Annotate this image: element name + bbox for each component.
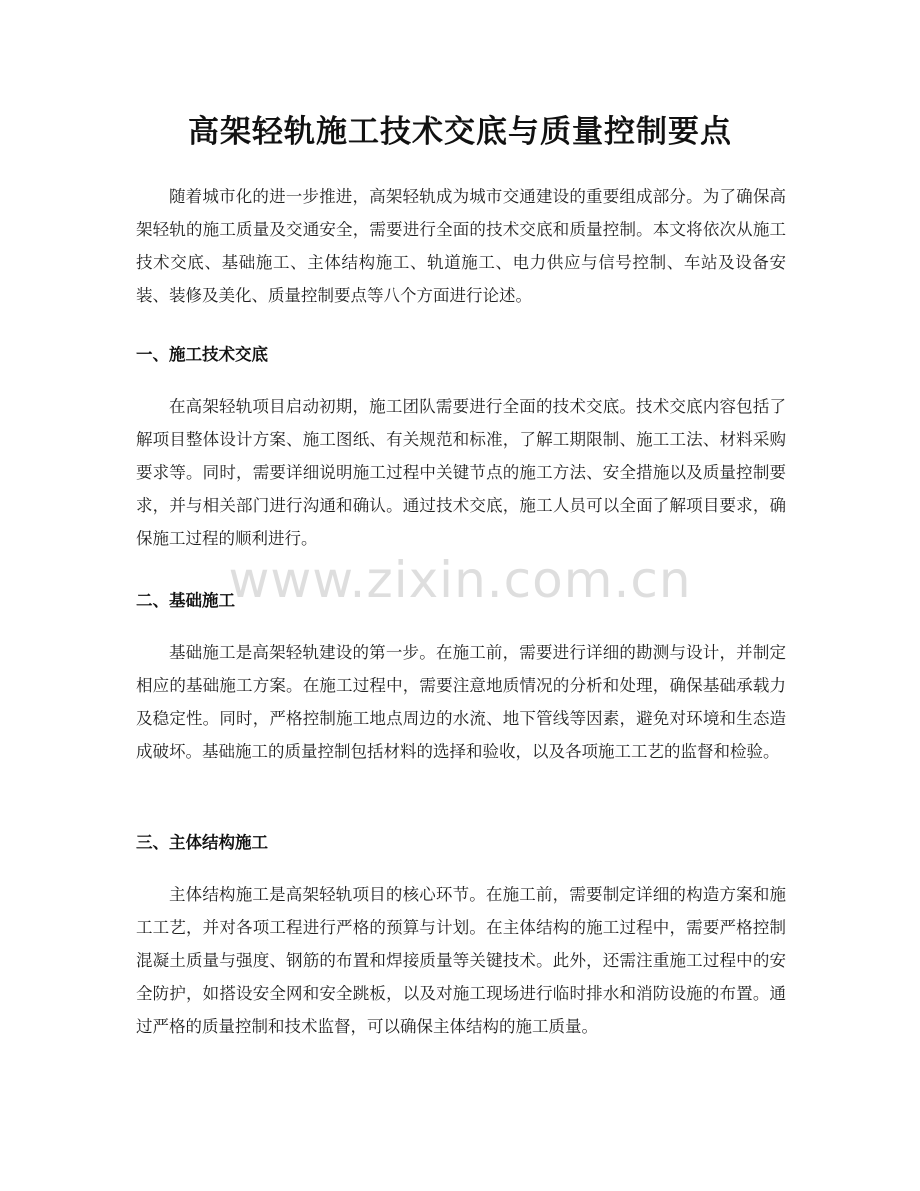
section-body-1: 在高架轻轨项目启动初期，施工团队需要进行全面的技术交底。技术交底内容包括了解项目整体设计方案、施工图纸、有关规范和标准，了解工期限制、施工工法、材料采购要求等。同时，需要详细说明施工过程中关键节点的施工方法、安全措施以及质量控制要求，并与相关部门进行沟通和确认。通过技术交底，施工人员可以全面了解项目要求，确保施工过程的顺利进行。 [136, 397, 786, 548]
section-heading-3: 三、主体结构施工 [136, 833, 268, 852]
section-heading-1: 一、施工技术交底 [136, 345, 268, 364]
section-body-3: 主体结构施工是高架轻轨项目的核心环节。在施工前，需要制定详细的构造方案和施工工艺，并对各项工程进行严格的预算与计划。在主体结构的施工过程中，需要严格控制混凝土质量与强度、钢筋的布置和焊接质量等关键技术。此外，还需注重施工过程中的安全防护，如搭设安全网和安全跳板，以及对施工现场进行临时排水和消防设施的布置。通过严格的质量控制和技术监督，可以确保主体结构的施工质量。 [136, 885, 786, 1036]
section-body-2: 基础施工是高架轻轨建设的第一步。在施工前，需要进行详细的勘测与设计，并制定相应的基础施工方案。在施工过程中，需要注意地质情况的分析和处理，确保基础承载力及稳定性。同时，严格控制施工地点周边的水流、地下管线等因素，避免对环境和生态造成破坏。基础施工的质量控制包括材料的选择和验收，以及各项施工工艺的监督和检验。 [136, 643, 786, 761]
document-title: 高架轻轨施工技术交底与质量控制要点 [188, 114, 732, 150]
intro-paragraph: 随着城市化的进一步推进，高架轻轨成为城市交通建设的重要组成部分。为了确保高架轻轨的施工质量及交通安全，需要进行全面的技术交底和质量控制。本文将依次从施工技术交底、基础施工、主体结构施工、轨道施工、电力供应与信号控制、车站及设备安装、装修及美化、质量控制要点等八个方面进行论述。 [136, 187, 786, 305]
section-heading-2: 二、基础施工 [136, 591, 235, 610]
watermark: www.zixin.com.cn [228, 551, 692, 609]
